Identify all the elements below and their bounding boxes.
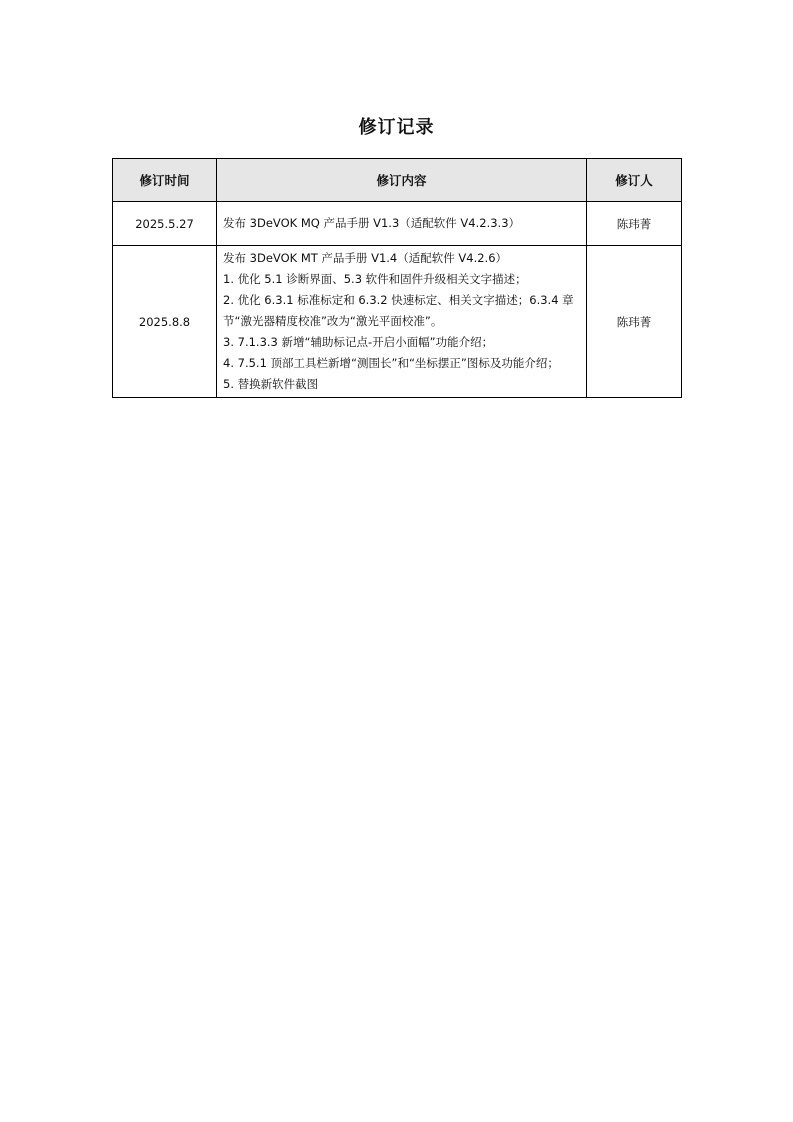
- revision-content-cell: [217, 202, 587, 246]
- table-row: [113, 202, 682, 246]
- content-line: 2. 优化 6.3.1 标准标定和 6.3.2 快速标定、相关文字描述；6.3.4 章: [223, 293, 574, 307]
- revision-content-cell: [217, 246, 587, 398]
- content-line: 发布 3DeVOK MQ 产品手册 V1.3（适配软件 V4.2.3.3）: [223, 216, 521, 230]
- header-revision-author: 修订人: [587, 159, 682, 202]
- header-revision-time: 修订时间: [113, 159, 217, 202]
- header-revision-content: 修订内容: [217, 159, 587, 202]
- content-line: 发布 3DeVOK MT 产品手册 V1.4（适配软件 V4.2.6）: [223, 251, 508, 265]
- content-line: 1. 优化 5.1 诊断界面、5.3 软件和固件升级相关文字描述；: [223, 272, 527, 286]
- page-title: 修订记录: [358, 117, 435, 138]
- content-line: 3. 7.1.3.3 新增“辅助标记点-开启小面幅”功能介绍；: [223, 335, 494, 349]
- content-line: 5. 替换新软件截图: [223, 377, 319, 391]
- table-row: [113, 246, 682, 398]
- revision-time-cell: 2025.5.27: [113, 202, 217, 246]
- revision-table: [112, 158, 682, 398]
- table-header-row: [113, 159, 682, 202]
- content-line: 节“激光器精度校准”改为“激光平面校准”。: [223, 314, 443, 328]
- revision-author-cell: 陈玮菁: [587, 246, 682, 398]
- revision-time-cell: 2025.8.8: [113, 246, 217, 398]
- revision-author-cell: 陈玮菁: [587, 202, 682, 246]
- content-line: 4. 7.5.1 顶部工具栏新增“测围长”和“坐标摆正”图标及功能介绍；: [223, 356, 559, 370]
